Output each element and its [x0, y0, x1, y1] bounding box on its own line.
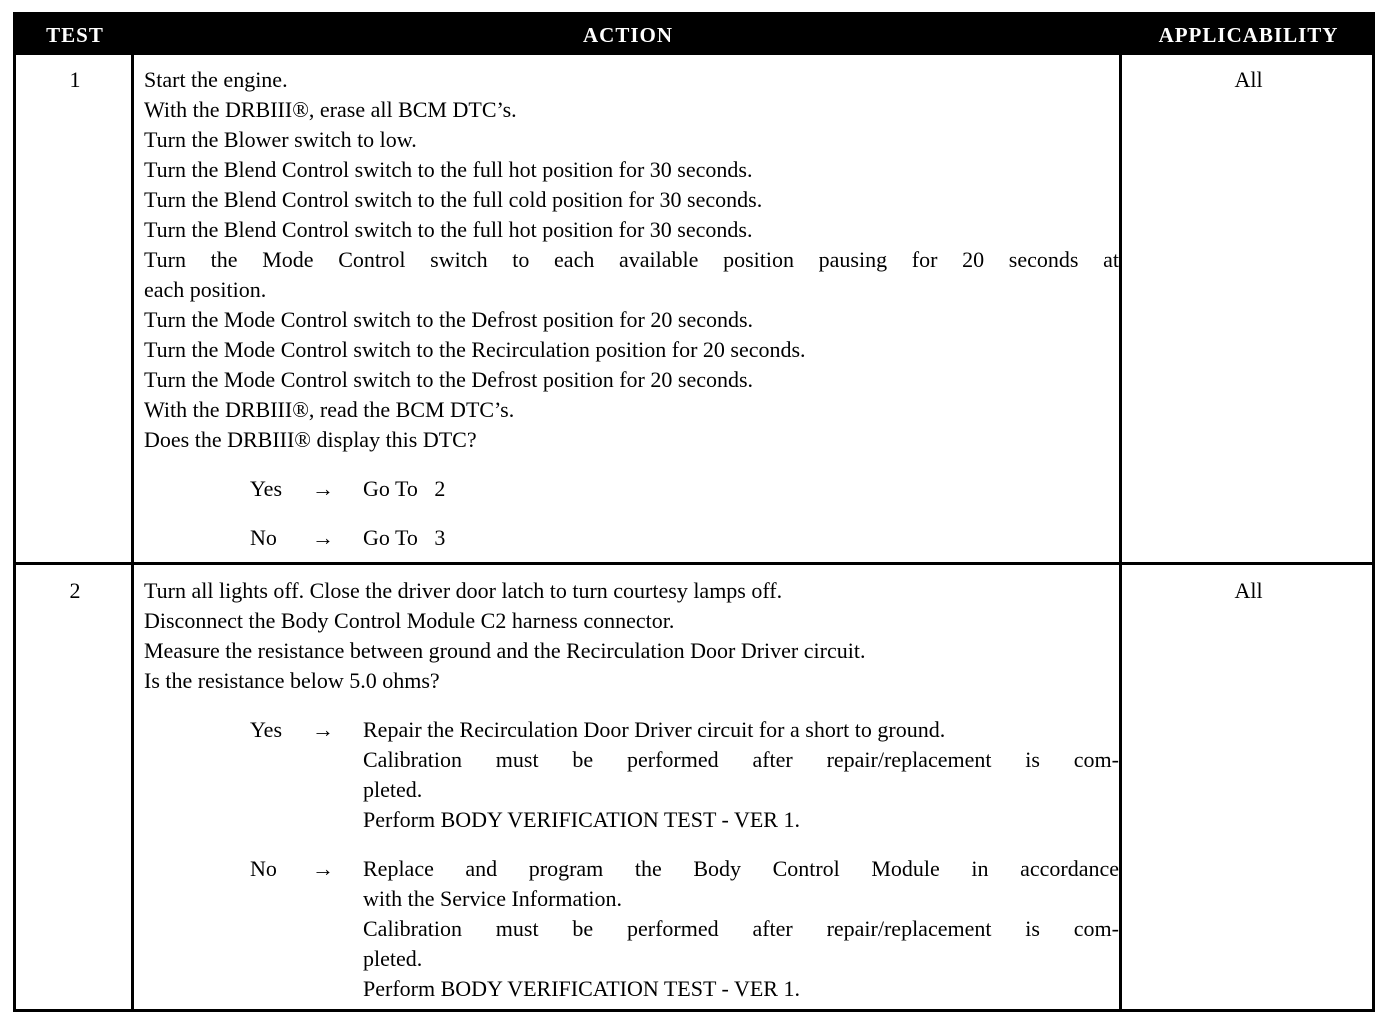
action-step: Turn the Mode Control switch to each available position pausing for 20 seconds at	[144, 247, 1119, 272]
test-number: 1	[69, 67, 81, 92]
branch-text: Repair the Recirculation Door Driver circuit for a short to ground.	[363, 717, 946, 742]
goto-target: Go To 2	[363, 476, 446, 501]
action-step: Turn the Blend Control switch to the full hot position for 30 seconds.	[144, 157, 753, 182]
action-step: Does the DRBIII® display this DTC?	[144, 427, 477, 452]
column-divider	[131, 55, 134, 1009]
action-step: Turn the Mode Control switch to the Defrost position for 20 seconds.	[144, 367, 754, 392]
diagnostic-test-table	[13, 12, 1375, 1012]
no-branch	[144, 854, 1119, 1004]
yes-label: Yes	[250, 476, 283, 501]
header-test: TEST	[46, 23, 104, 47]
action-step: each position.	[144, 277, 267, 302]
action-step: Turn the Blend Control switch to the full hot position for 30 seconds.	[144, 217, 753, 242]
action-step: With the DRBIII®, erase all BCM DTC’s.	[144, 97, 517, 122]
arrow-right-icon: →	[312, 717, 334, 742]
column-divider	[1119, 55, 1122, 1009]
no-branch	[144, 523, 1119, 553]
action-step: Turn all lights off. Close the driver door latch to turn courtesy lamps off.	[144, 578, 783, 603]
arrow-right-icon: →	[312, 525, 334, 550]
applicability-value: All	[1234, 67, 1263, 92]
action-step: Disconnect the Body Control Module C2 harness connector.	[144, 608, 675, 633]
action-step: Is the resistance below 5.0 ohms?	[144, 668, 440, 693]
action-step: Turn the Blower switch to low.	[144, 127, 417, 152]
action-cell	[144, 65, 1119, 553]
action-step: Start the engine.	[144, 67, 288, 92]
no-label: No	[250, 525, 277, 550]
action-step: Measure the resistance between ground and the Recirculation Door Driver circuit.	[144, 638, 866, 663]
header-applicability: APPLICABILITY	[1158, 23, 1339, 47]
branch-text: Replace and program the Body Control Module in accordance	[363, 856, 1119, 881]
branch-text: pleted.	[363, 777, 423, 802]
branch-text: Perform BODY VERIFICATION TEST - VER 1.	[363, 807, 800, 832]
action-step: Turn the Mode Control switch to the Defrost position for 20 seconds.	[144, 307, 754, 332]
test-number: 2	[69, 578, 81, 603]
branch-text: Calibration must be performed after repair/replacement is com-	[363, 747, 1119, 772]
action-step: Turn the Mode Control switch to the Recirculation position for 20 seconds.	[144, 337, 806, 362]
arrow-right-icon: →	[312, 856, 334, 881]
action-step: Turn the Blend Control switch to the full cold position for 30 seconds.	[144, 187, 763, 212]
branch-text: Perform BODY VERIFICATION TEST - VER 1.	[363, 976, 800, 1001]
row-divider	[16, 562, 1372, 565]
no-label: No	[250, 856, 277, 881]
yes-branch	[144, 474, 1119, 504]
applicability-value: All	[1234, 578, 1263, 603]
arrow-right-icon: →	[312, 476, 334, 501]
branch-text: with the Service Information.	[363, 886, 623, 911]
action-cell	[144, 576, 1119, 1004]
branch-text: pleted.	[363, 946, 423, 971]
header-action: ACTION	[582, 23, 673, 47]
table-header	[16, 15, 1372, 55]
goto-target: Go To 3	[363, 525, 446, 550]
yes-label: Yes	[250, 717, 283, 742]
action-step: With the DRBIII®, read the BCM DTC’s.	[144, 397, 515, 422]
branch-text: Calibration must be performed after repair/replacement is com-	[363, 916, 1119, 941]
yes-branch	[144, 715, 1119, 835]
